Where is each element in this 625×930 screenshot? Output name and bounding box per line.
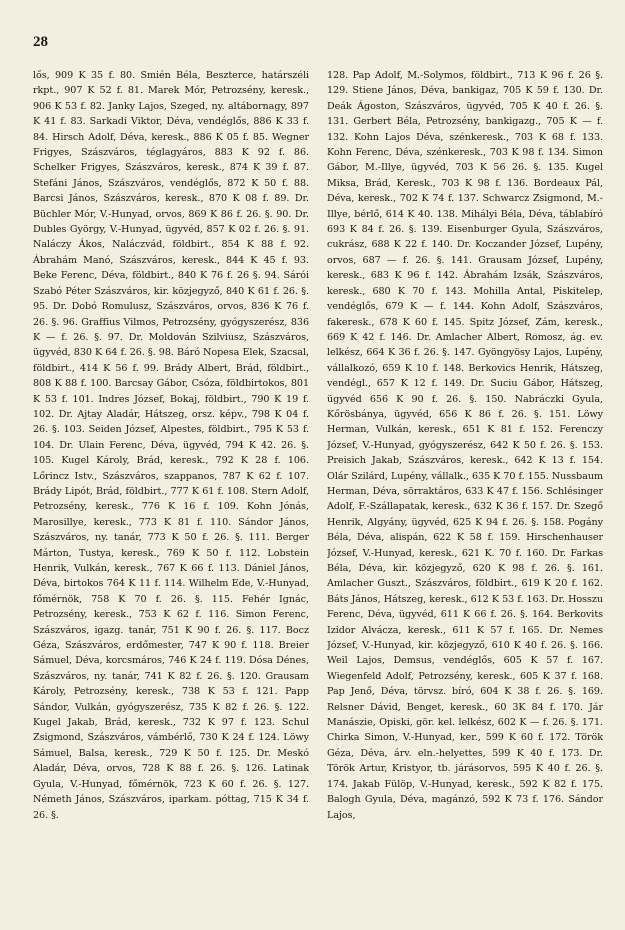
left-column-text: lős, 909 K 35 f. 80. Smién Béla, Beszterce, határszéli rkpt., 907 K 52 f. 81. Marek Mór, Petrozsény, keresk., 906 K 53 f. 82. Janky Lajos, Szeged, ny. altábornagy, 897 K 41 f. 83. Sarkadi Viktor, Déva, vendéglős, 886 K 33 f. 84. Hirsch Adolf, Déva, keresk., 886 K 05 f. 85. Wegner Frigyes, Szászváros, téglagyáros, 883 K 92 f. 86. Schelker Frigyes, Szászváros, keresk., 874 K 39 f. 87. Stefáni János, Szászváros, vendéglős, 872 K 50 f. 88. Barcsi János, Szászváros, keresk., 870 K 08 f. 89. Dr. Büchler Mór, V.-Hunyad, orvos, 869 K 86 f. 26. §. 90. Dr. Dubles György, V.-Hunyad, ügyvéd, 857 K 02 f. 26. §. 91. Naláczy Ákos, Naláczvád, földbirt., 854 K 88 f. 92. Ábrahám Manó, Szászváros, keresk., 844 K 45 f. 93. Beke Ferenc, Déva, földbirt., 840 K 76 f. 26 §. 94. Sárói Szabó Péter Szászváros, kir. közjegyző, 840 K 61 f. 26. §. 95. Dr. Dobó Romulusz, Szászváros, orvos, 836 K 76 f. 26. §. 96. Graffius Vilmos, Petrozsény, gyógyszerész, 836 K — f. 26. §. 97. Dr. Moldován Szilviusz, Szászváros, ügyvéd, 830 K 64 f. 26. §. 98. Báró Nopesa Elek, Szacsal, földbirt., 414 K 56 f. 99. Brády Albert, Brád, földbirt., 808 K 88 f. 100. Barcsay Gábor, Csóza, földbirtokos, 801 K 53 f. 101. Indres József, Bokaj, földbirt., 790 K 19 f. 102. Dr. Ajtay Aladár, Hátszeg, orsz. képv., 798 K 04 f. 26. §. 103. Seiden József, Alpestes, földbirt., 795 K 53 f. 104. Dr. Ulain Ferenc, Déva, ügyvéd, 794 K 42. 26. §. 105. Kugel Károly, Brád, keresk., 792 K 28 f. 106. Lőrincz Istv., Szászváros, szappanos, 787 K 62 f. 107. Brády Lipót, Brád, földbirt., 777 K 61 f. 108. Stern Adolf, Petrozsény, keresk., 776 K 16 f. 109. Kohn Jónás, Marosillye, keresk., 773 K 81 f. 110. Sándor János, Szászváros, ny. tanár, 773 K 50 f. 26. §. 111. Berger Márton, Tustya, keresk., 769 K 50 f. 112. Lobstein Henrik, Vulkán, keresk., 767 K 66 f. 113. Dániel János, Déva, birtokos 764 K 11 f. 114. Wilhelm Ede, V.-Hunyad, főmérnök, 758 K 70 f. 26. §. 115. Fehér Ignác, Petrozsény, keresk., 753 K 62 f. 116. Simon Ferenc, Szászváros, igazg. tanár, 751 K 90 f. 26. §. 117. Bocz Géza, Szászváros, erdőmester, 747 K 90 f. 118. Breier Sámuel, Déva, korcsmáros, 746 K 24 f. 119. Dósa Dénes, Szászváros, ny. tanár, 741 K 82 f. 26. §. 120. Grausam Károly, Petrozsény, keresk., 738 K 53 f. 121. Papp Sándor, Vulkán, gyógyszerész, 735 K 82 f. 26. §. 122. Kugel Jakab, Brád, keresk., 732 K 97 f. 123. Schul Zsigmond, Szászváros, vámbérlő, 730 K 24 f. 124. Löwy Sámuel, Balsa, keresk., 729 K 50 f. 125. Dr. Meskó Aladár, Déva, orvos, 728 K 88 f. 26. §. 126. Latinak Gyula, V.-Hunyad, főmérnök, 723 K 60 f. 26. §. 127. Németh János, Szászváros, iparkam. póttag, 715 K 34 f. 26. §. [33,70,309,821]
text-columns [33,68,603,920]
page-number: 28 [33,34,48,50]
right-column-text: 128. Pap Adolf, M.-Solymos, földbirt., 713 K 96 f. 26 §. 129. Stiene János, Déva, bankigaz, 705 K 59 f. 130. Dr. Deák Ágoston, Szászváros, ügyvéd, 705 K 40 f. 26. §. 131. Gerbert Béla, Petrozsény, bankigazg., 705 K — f. 132. Kohn Lajos Déva, szénkeresk., 703 K 68 f. 133. Kohn Ferenc, Déva, szénkeresk., 703 K 98 f. 134. Simon Gábor, M.-Illye, ügyvéd, 703 K 56 26. §. 135. Kugel Miksa, Brád, Keresk., 703 K 98 f. 136. Bordeaux Pál, Déva, keresk., 702 K 74 f. 137. Schwarcz Zsigmond, M.-Illye, bérlő, 614 K 40. 138. Mihályi Béla, Déva, táblabíró 693 K 84 f. 26. §. 139. Eisenburger Gyula, Szászváros, cukrász, 688 K 22 f. 140. Dr. Koczander József, Lupény, orvos, 687 — f. 26. §. 141. Grausam József, Lupény, keresk., 683 K 96 f. 142. Ábrahám Izsák, Szászváros, keresk., 680 K 70 f. 143. Mohilla Antal, Piskitelep, vendéglős, 679 K — f. 144. Kohn Adolf, Szászváros, fakeresk., 678 K 60 f. 145. Spitz József, Zám, keresk., 669 K 42 f. 146. Dr. Amlacher Albert, Romosz, ág. ev. lelkész, 664 K 36 f. 26. §. 147. Gyöngyösy Lajos, Lupény, vállalkozó, 659 K 10 f. 148. Berkovics Henrik, Hátszeg, vendégl., 657 K 12 f. 149. Dr. Suciu Gábor, Hátszeg, ügyvéd 656 K 90 f. 26. §. 150. Nabráczki Gyula, Kőrösbánya, ügyvéd, 656 K 86 f. 26. §. 151. Löwy Herman, Vulkán, keresk., 651 K 81 f. 152. Ferenczy József, V.-Hunyad, gyógyszerész, 642 K 50 f. 26. §. 153. Preisich Jakab, Szászváros, keresk., 642 K 13 f. 154. Olár Szilárd, Lupény, vállalk., 635 K 70 f. 155. Nussbaum Herman, Déva, sörraktáros, 633 K 47 f. 156. Schlésinger Adolf, F.-Szállapatak, keresk., 632 K 36 f. 157. Dr. Szegő Henrik, Algyány, ügyvéd, 625 K 94 f. 26. §. 158. Pogány Béla, Déva, alispán, 622 K 58 f. 159. Hirschenhauser József, V.-Hunyad, keresk., 621 K. 70 f. 160. Dr. Farkas Béla, Déva, kir. közjegyző, 620 K 98 f. 26. §. 161. Amlacher Guszt., Szászváros, földbirt., 619 K 20 f. 162. Báts János, Hátszeg, keresk., 612 K 53 f. 163. Dr. Hosszu Ferenc, Déva, ügyvéd, 611 K 66 f. 26. §. 164. Berkovits Izidor Alvácza, keresk., 611 K 57 f. 165. Dr. Nemes József, V.-Hunyad, kir. közjegyző, 610 K 40 f. 26. §. 166. Weil Lajos, Demsus, vendéglős, 605 K 57 f. 167. Wiegenfeld Adolf, Petrozsény, keresk., 605 K 37 f. 168. Pap Jenő, Déva, törvsz. bíró, 604 K 38 f. 26. §. 169. Relsner Dávid, Benget, keresk., 60 3K 84 f. 170. Jár Manászie, Opiski, gör. kel. lelkész, 602 K — f. 26. §. 171. Chirka Simon, V.-Hunyad, ker., 599 K 60 f. 172. Török Géza, Déva, árv. eln.-helyettes, 599 K 40 f. 173. Dr. Török Artur, Kristyor, tb. járásorvos, 595 K 40 f. 26. §. 174. Jakab Fülöp, V.-Hunyad, keresk., 592 K 82 f. 175. Balogh Gyula, Déva, magánzó, 592 K 73 f. 176. Sándor Lajos, [327,70,603,821]
